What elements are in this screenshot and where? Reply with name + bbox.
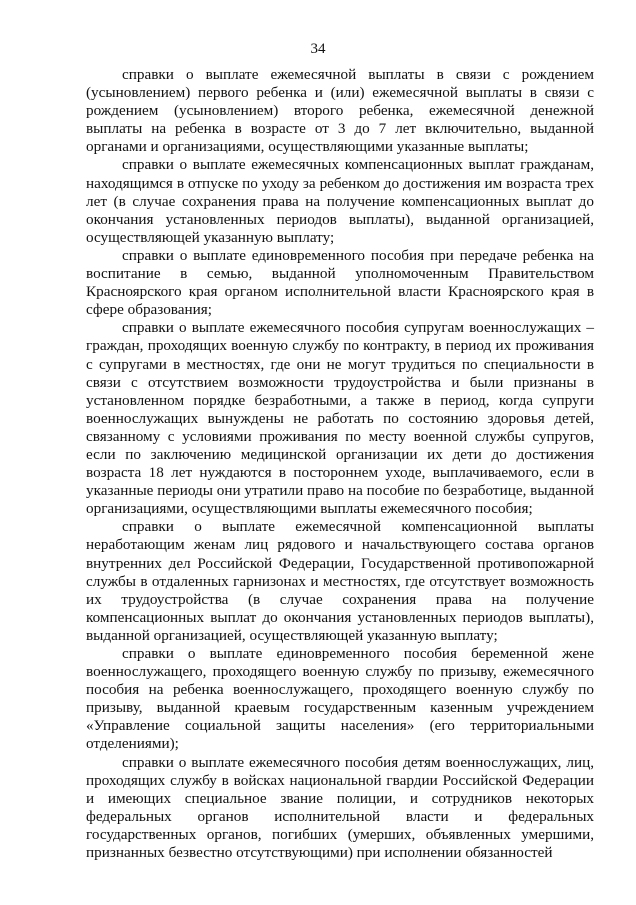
page-number: 34 <box>310 41 326 57</box>
document-body <box>86 66 594 862</box>
paragraph-foster-lump-sum: справки о выплате единовременного пособия при передаче ребенка на воспитание в семью, выданной уполномоченным Правительством Красноярского края органом исполнительной власти Красноярского края в сфере образования; <box>86 246 594 319</box>
paragraph-military-spouse-allowance: справки о выплате ежемесячного пособия супругам военнослужащих – граждан, проходящих военную службу по контракту, в период их проживания с супругами в местностях, где они не могут трудиться по специальности в связи с отсутствием возможности трудоустройства и были признаны в установленном порядке безработными, а также в период, когда супруги военнослужащих вынуждены не работать по состоянию здоровья детей, связанному с условиями проживания по месту военной службы супругов, если по заключению медицинской организации их дети до достижения возраста 18 лет нуждаются в постороннем уходе, выплачиваемого, если в указанные периоды они утратили право на пособие по безработице, выданной организациями, осуществляющими выплаты ежемесячного пособия; <box>86 319 594 518</box>
paragraph-conscript-wife-allowance: справки о выплате единовременного пособия беременной жене военнослужащего, проходящего военную службу по призыву, ежемесячного пособия на ребенка военнослужащего, проходящего военную службу по призыву, выданной краевым государственным казенным учреждением «Управление социальной защиты населения» (его территориальными отделениями); <box>86 645 594 753</box>
paragraph-fallen-servicemen-children: справки о выплате ежемесячного пособия детям военнослужащих, лиц, проходящих службу в войсках национальной гвардии Российской Федерации и имеющих специальное звание полиции, и сотрудников некоторых федеральных органов исполнительной власти и федеральных государственных органов, погибших (умерших, объявленных умершими, признанных безвестно отсутствующими) при исполнении обязанностей <box>86 753 594 862</box>
paragraph-child-birth-payments: справки о выплате ежемесячной выплаты в связи с рождением (усыновлением) первого ребенка и (или) ежемесячной выплаты в связи с рождением (усыновлением) второго ребенка, ежемесячной денежной выплаты на ребенка в возрасте от 3 до 7 лет включительно, выданной органами и организациями, осуществляющими указанные выплаты; <box>86 66 594 156</box>
paragraph-childcare-compensation: справки о выплате ежемесячных компенсационных выплат гражданам, находящимся в отпуске по уходу за ребенком до достижения им возраста трех лет (в случае сохранения права на получение компенсационных выплат до окончания установленных периодов выплаты), выданной организацией, осуществляющей указанную выплату; <box>86 156 594 246</box>
paragraph-police-wives-compensation: справки о выплате ежемесячной компенсационной выплаты неработающим женам лиц рядового и начальствующего состава органов внутренних дел Российской Федерации, Государственной противопожарной службы в отдаленных гарнизонах и местностях, где отсутствует возможность их трудоустройства (в случае сохранения права на получение компенсационных выплат до окончания установленных периодов выплаты), выданной организацией, осуществляющей указанную выплату; <box>86 518 594 644</box>
